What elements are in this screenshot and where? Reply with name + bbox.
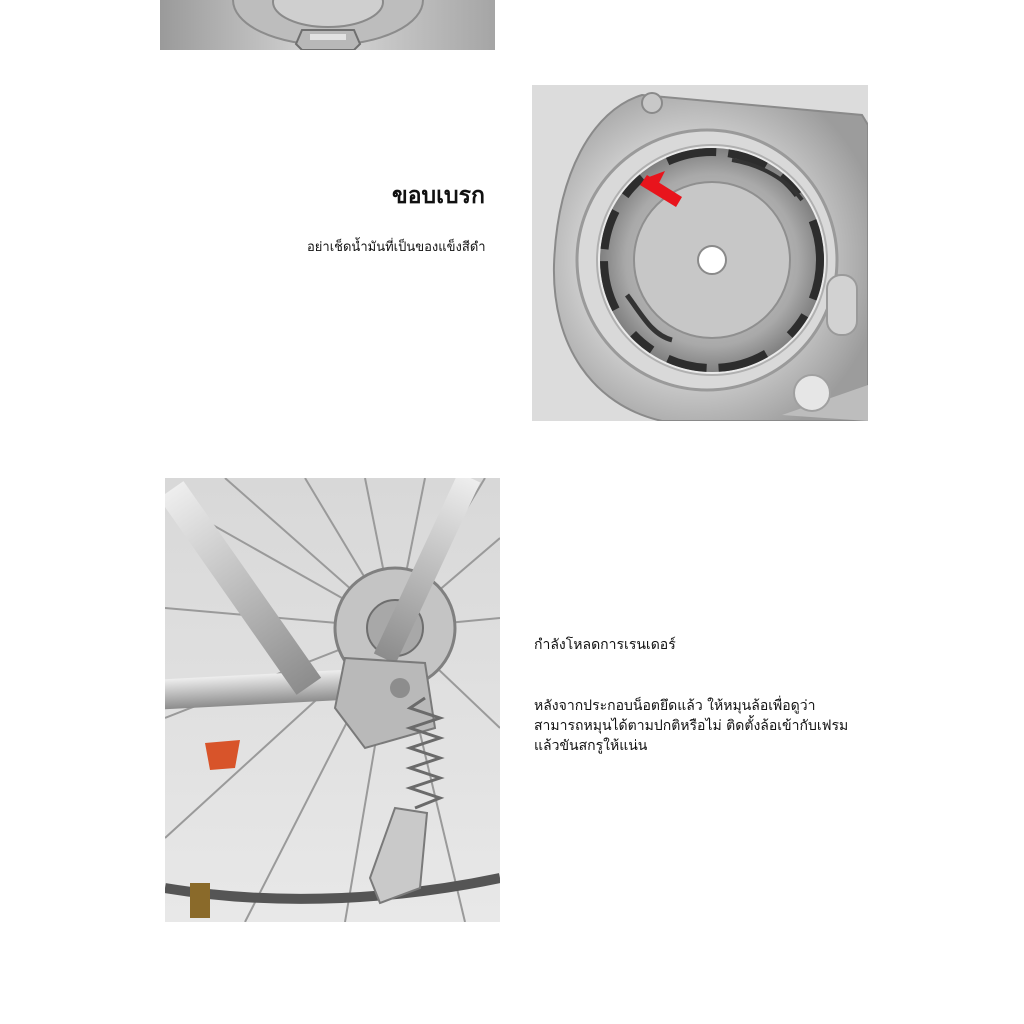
brake-rim-title: ขอบเบรก — [392, 183, 485, 209]
wheel-assembly-photo — [165, 478, 500, 922]
brake-drum-photo — [532, 85, 868, 421]
hub-nut-photo — [160, 0, 495, 50]
brake-rim-note: อย่าเช็ดน้ำมันที่เป็นของแข็งสีดำ — [307, 240, 486, 255]
wheel-section-description: หลังจากประกอบน็อตยึดแล้ว ให้หมุนล้อเพื่อดูว่าสามารถหมุนได้ตามปกติหรือไม่ ติดตั้งล้อเข้ากับเฟรมแล้วขันสกรูให้แน่น — [534, 698, 849, 754]
wheel-section-heading: กำลังโหลดการเรนเดอร์ — [534, 637, 676, 653]
